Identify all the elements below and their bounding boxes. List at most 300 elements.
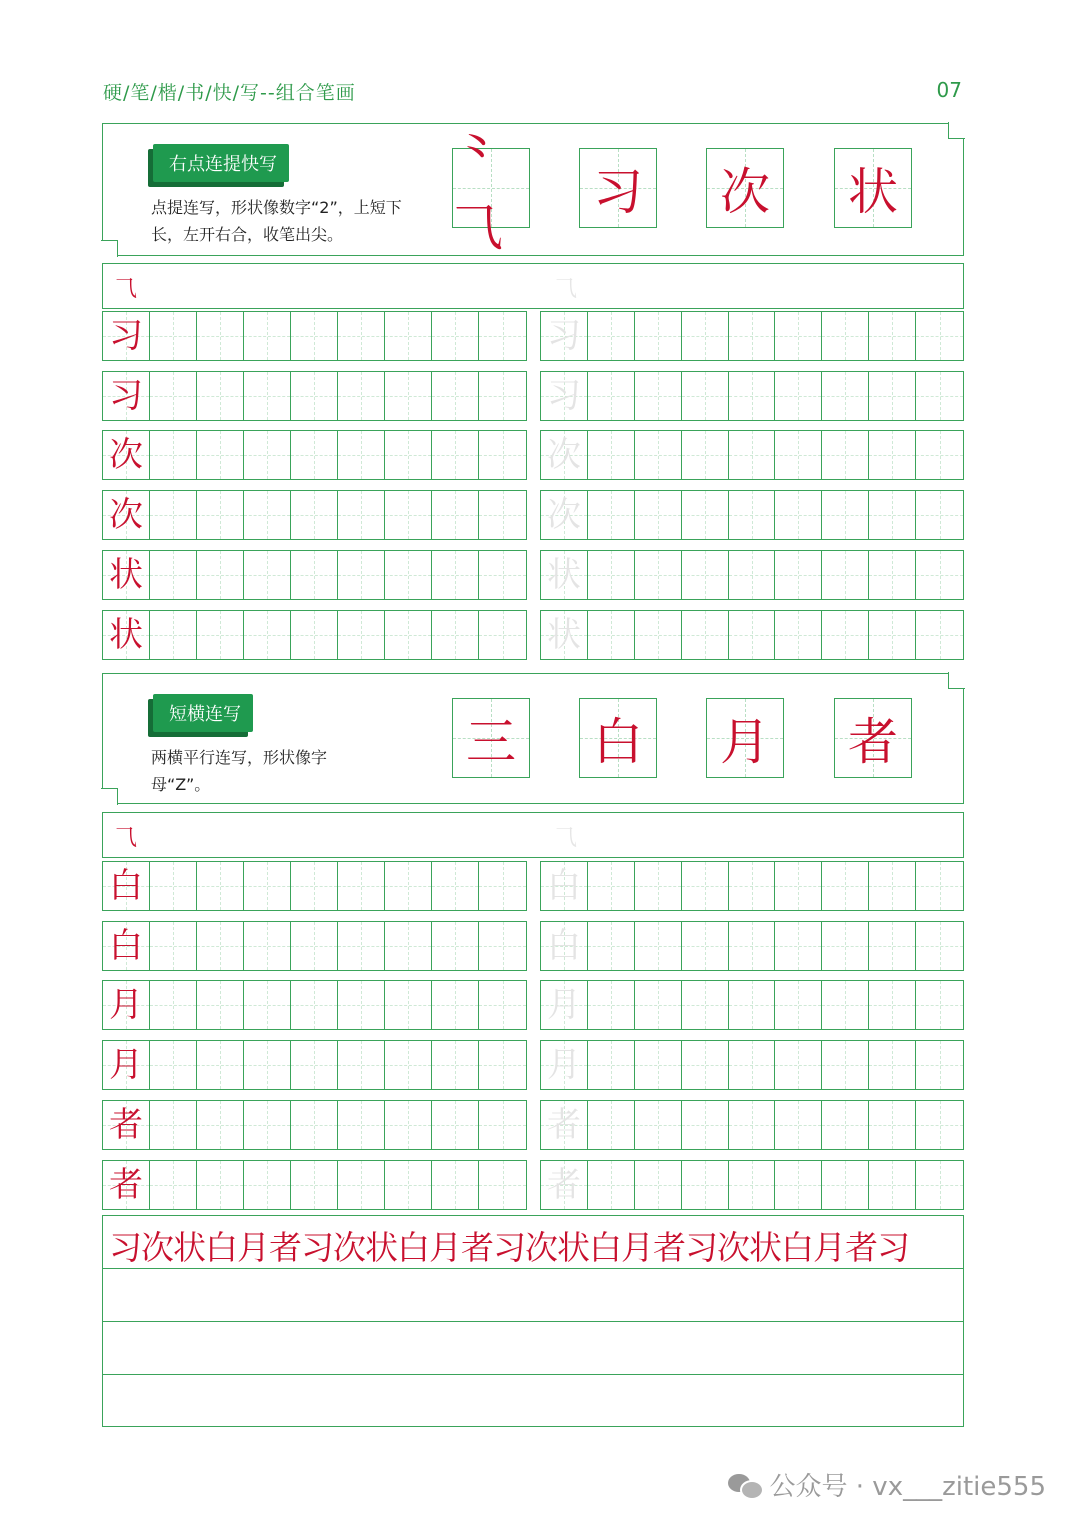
- practice-cell[interactable]: [541, 981, 588, 1029]
- practice-cell[interactable]: [682, 922, 729, 970]
- practice-cell[interactable]: [244, 312, 291, 360]
- practice-cell[interactable]: [775, 431, 822, 479]
- practice-cell[interactable]: [775, 922, 822, 970]
- practice-cell[interactable]: [338, 372, 385, 420]
- practice-grid-row[interactable]: [540, 921, 964, 971]
- practice-cell[interactable]: [916, 491, 963, 539]
- practice-cell[interactable]: [197, 551, 244, 599]
- practice-cell[interactable]: [729, 1041, 776, 1089]
- practice-cell[interactable]: [775, 491, 822, 539]
- practice-cell[interactable]: [541, 1101, 588, 1149]
- practice-cell[interactable]: [775, 312, 822, 360]
- practice-cell[interactable]: [103, 922, 150, 970]
- copy-example-text: 习次状白月者习次状白月者习次状白月者习次状白月者习: [109, 1228, 909, 1267]
- practice-cell[interactable]: [385, 551, 432, 599]
- practice-cell[interactable]: [244, 1101, 291, 1149]
- practice-cell[interactable]: [103, 611, 150, 659]
- practice-cell[interactable]: [822, 551, 869, 599]
- stroke-label-ghost: ⺄: [555, 826, 578, 851]
- practice-cell[interactable]: [869, 551, 916, 599]
- trace-char: 习: [546, 316, 581, 356]
- stroke-practice-row[interactable]: [102, 812, 964, 858]
- practice-cell[interactable]: [729, 862, 776, 910]
- trace-char: 状: [546, 555, 581, 595]
- fold-corner-decoration: [101, 240, 118, 257]
- practice-grid-row[interactable]: [540, 430, 964, 480]
- practice-cell[interactable]: [775, 372, 822, 420]
- practice-cell[interactable]: [197, 862, 244, 910]
- practice-cell[interactable]: [385, 922, 432, 970]
- practice-cell[interactable]: [197, 431, 244, 479]
- practice-cell[interactable]: [291, 431, 338, 479]
- practice-cell[interactable]: [150, 611, 197, 659]
- sample-char: 习: [593, 163, 643, 221]
- practice-cell[interactable]: [635, 1041, 682, 1089]
- practice-cell[interactable]: [197, 1101, 244, 1149]
- practice-cell[interactable]: [385, 312, 432, 360]
- practice-cell[interactable]: [291, 551, 338, 599]
- practice-cell[interactable]: [150, 312, 197, 360]
- practice-grid-row[interactable]: [102, 980, 527, 1030]
- practice-cell[interactable]: [432, 551, 479, 599]
- practice-cell[interactable]: [385, 431, 432, 479]
- section-2-badge: 短横连写: [153, 694, 253, 732]
- practice-cell[interactable]: [916, 372, 963, 420]
- practice-cell[interactable]: [479, 491, 526, 539]
- practice-cell[interactable]: [775, 551, 822, 599]
- practice-cell[interactable]: [338, 862, 385, 910]
- practice-cell[interactable]: [588, 1101, 635, 1149]
- practice-cell[interactable]: [150, 431, 197, 479]
- wechat-icon: [728, 1472, 762, 1498]
- fold-corner-decoration: [948, 672, 965, 689]
- sample-char-box: [579, 148, 657, 228]
- practice-cell[interactable]: [244, 491, 291, 539]
- practice-grid-row[interactable]: [102, 1160, 527, 1210]
- practice-cell[interactable]: [291, 922, 338, 970]
- practice-cell[interactable]: [150, 372, 197, 420]
- practice-cell[interactable]: [916, 611, 963, 659]
- practice-cell[interactable]: [150, 1101, 197, 1149]
- practice-cell[interactable]: [291, 491, 338, 539]
- practice-cell[interactable]: [150, 491, 197, 539]
- practice-cell[interactable]: [775, 611, 822, 659]
- model-char: 状: [109, 615, 143, 655]
- practice-cell[interactable]: [103, 491, 150, 539]
- practice-cell[interactable]: [541, 431, 588, 479]
- practice-cell[interactable]: [432, 491, 479, 539]
- practice-grid-row[interactable]: [540, 1100, 964, 1150]
- practice-cell[interactable]: [338, 611, 385, 659]
- sample-char-box: [579, 698, 657, 778]
- practice-cell[interactable]: [635, 862, 682, 910]
- practice-cell[interactable]: [103, 551, 150, 599]
- practice-cell[interactable]: [197, 611, 244, 659]
- practice-grid-row[interactable]: [540, 371, 964, 421]
- practice-cell[interactable]: [775, 981, 822, 1029]
- practice-cell[interactable]: [869, 312, 916, 360]
- practice-cell[interactable]: [729, 1161, 776, 1209]
- practice-cell[interactable]: [103, 1041, 150, 1089]
- practice-cell[interactable]: [822, 491, 869, 539]
- practice-cell[interactable]: [916, 312, 963, 360]
- practice-cell[interactable]: [541, 312, 588, 360]
- practice-cell[interactable]: [682, 372, 729, 420]
- trace-char: 月: [546, 1045, 581, 1085]
- practice-cell[interactable]: [338, 1161, 385, 1209]
- sample-char-box: [706, 698, 784, 778]
- practice-cell[interactable]: [432, 372, 479, 420]
- practice-cell[interactable]: [479, 372, 526, 420]
- free-copy-area: [102, 1215, 964, 1427]
- practice-cell[interactable]: [682, 312, 729, 360]
- practice-cell[interactable]: [541, 551, 588, 599]
- practice-cell[interactable]: [635, 551, 682, 599]
- model-char: 月: [109, 985, 143, 1025]
- practice-cell[interactable]: [150, 551, 197, 599]
- practice-cell[interactable]: [197, 922, 244, 970]
- practice-cell[interactable]: [103, 431, 150, 479]
- practice-cell[interactable]: [385, 611, 432, 659]
- practice-cell[interactable]: [291, 1161, 338, 1209]
- sample-char-box: [834, 148, 912, 228]
- practice-cell[interactable]: [479, 431, 526, 479]
- practice-grid-row[interactable]: [102, 861, 527, 911]
- practice-cell[interactable]: [635, 1101, 682, 1149]
- practice-cell[interactable]: [385, 981, 432, 1029]
- sample-char-box: [452, 698, 530, 778]
- practice-cell[interactable]: [541, 862, 588, 910]
- practice-cell[interactable]: [822, 372, 869, 420]
- trace-char: 白: [546, 866, 581, 906]
- practice-cell[interactable]: [822, 312, 869, 360]
- practice-cell[interactable]: [775, 1041, 822, 1089]
- practice-cell[interactable]: [588, 491, 635, 539]
- practice-cell[interactable]: [432, 922, 479, 970]
- practice-cell[interactable]: [150, 981, 197, 1029]
- practice-cell[interactable]: [588, 862, 635, 910]
- page-number: 07: [936, 78, 962, 102]
- practice-cell[interactable]: [150, 922, 197, 970]
- practice-cell[interactable]: [541, 611, 588, 659]
- practice-cell[interactable]: [729, 1101, 776, 1149]
- practice-cell[interactable]: [682, 1161, 729, 1209]
- practice-grid-row[interactable]: [540, 1160, 964, 1210]
- practice-cell[interactable]: [635, 1161, 682, 1209]
- sample-char: 次: [720, 163, 770, 221]
- practice-cell[interactable]: [432, 1041, 479, 1089]
- practice-cell[interactable]: [588, 611, 635, 659]
- practice-cell[interactable]: [150, 862, 197, 910]
- practice-cell[interactable]: [244, 611, 291, 659]
- practice-cell[interactable]: [103, 862, 150, 910]
- practice-cell[interactable]: [338, 1041, 385, 1089]
- practice-cell[interactable]: [729, 372, 776, 420]
- model-char: 白: [109, 866, 143, 906]
- practice-cell[interactable]: [244, 1161, 291, 1209]
- practice-cell[interactable]: [541, 491, 588, 539]
- practice-cell[interactable]: [682, 491, 729, 539]
- sample-char: ⺀⺄: [453, 127, 503, 257]
- practice-grid-row[interactable]: [102, 490, 527, 540]
- practice-cell[interactable]: [479, 1161, 526, 1209]
- practice-cell[interactable]: [338, 1101, 385, 1149]
- practice-cell[interactable]: [682, 431, 729, 479]
- practice-cell[interactable]: [291, 1101, 338, 1149]
- section-1-panel: [102, 123, 964, 256]
- practice-cell[interactable]: [432, 862, 479, 910]
- practice-cell[interactable]: [682, 1101, 729, 1149]
- practice-cell[interactable]: [338, 981, 385, 1029]
- practice-cell[interactable]: [588, 372, 635, 420]
- practice-cell[interactable]: [291, 862, 338, 910]
- trace-char: 习: [546, 376, 581, 416]
- practice-cell[interactable]: [197, 981, 244, 1029]
- model-char: 月: [109, 1045, 143, 1085]
- watermark: [728, 1466, 1046, 1503]
- practice-cell[interactable]: [682, 1041, 729, 1089]
- practice-cell[interactable]: [869, 372, 916, 420]
- practice-cell[interactable]: [775, 1101, 822, 1149]
- stroke-label: ⺄: [115, 277, 138, 302]
- practice-cell[interactable]: [916, 922, 963, 970]
- practice-cell[interactable]: [150, 1161, 197, 1209]
- practice-cell[interactable]: [338, 312, 385, 360]
- practice-grid-row[interactable]: [102, 311, 527, 361]
- practice-cell[interactable]: [916, 1101, 963, 1149]
- practice-cell[interactable]: [291, 981, 338, 1029]
- fold-corner-decoration: [101, 788, 118, 805]
- practice-grid-row[interactable]: [102, 550, 527, 600]
- sample-char: 者: [848, 713, 898, 771]
- copy-line-example[interactable]: [103, 1216, 963, 1269]
- practice-cell[interactable]: [682, 551, 729, 599]
- practice-cell[interactable]: [103, 372, 150, 420]
- practice-cell[interactable]: [338, 551, 385, 599]
- practice-cell[interactable]: [869, 862, 916, 910]
- practice-grid-row[interactable]: [102, 610, 527, 660]
- practice-grid-row[interactable]: [102, 430, 527, 480]
- section-2-panel: [102, 673, 964, 804]
- model-char: 习: [109, 316, 143, 356]
- practice-cell[interactable]: [244, 372, 291, 420]
- practice-cell[interactable]: [541, 922, 588, 970]
- practice-cell[interactable]: [916, 981, 963, 1029]
- practice-cell[interactable]: [822, 981, 869, 1029]
- practice-grid-row[interactable]: [102, 1100, 527, 1150]
- sample-char-box: [452, 127, 530, 257]
- practice-cell[interactable]: [432, 431, 479, 479]
- practice-cell[interactable]: [479, 862, 526, 910]
- practice-cell[interactable]: [385, 1101, 432, 1149]
- practice-cell[interactable]: [150, 1041, 197, 1089]
- practice-cell[interactable]: [291, 1041, 338, 1089]
- stroke-label-ghost: ⺄: [555, 277, 578, 302]
- sample-char: 白: [593, 713, 643, 771]
- practice-cell[interactable]: [588, 431, 635, 479]
- trace-char: 月: [546, 985, 581, 1025]
- practice-cell[interactable]: [682, 611, 729, 659]
- page-header-title: 硬/笔/楷/书/快/写--组合笔画: [103, 82, 356, 104]
- practice-cell[interactable]: [385, 491, 432, 539]
- practice-cell[interactable]: [479, 551, 526, 599]
- practice-grid-row[interactable]: [540, 490, 964, 540]
- practice-cell[interactable]: [916, 551, 963, 599]
- practice-cell[interactable]: [244, 981, 291, 1029]
- practice-cell[interactable]: [822, 431, 869, 479]
- practice-cell[interactable]: [822, 1101, 869, 1149]
- practice-cell[interactable]: [197, 491, 244, 539]
- practice-grid-row[interactable]: [540, 861, 964, 911]
- practice-cell[interactable]: [916, 1041, 963, 1089]
- practice-cell[interactable]: [729, 922, 776, 970]
- practice-cell[interactable]: [541, 1161, 588, 1209]
- practice-cell[interactable]: [244, 431, 291, 479]
- practice-grid-row[interactable]: [540, 980, 964, 1030]
- practice-cell[interactable]: [479, 981, 526, 1029]
- practice-cell[interactable]: [869, 1101, 916, 1149]
- practice-cell[interactable]: [635, 431, 682, 479]
- practice-cell[interactable]: [588, 1161, 635, 1209]
- practice-cell[interactable]: [588, 312, 635, 360]
- sample-char-box: [834, 698, 912, 778]
- practice-cell[interactable]: [916, 862, 963, 910]
- stroke-label: ⺄: [115, 826, 138, 851]
- practice-cell[interactable]: [385, 862, 432, 910]
- practice-cell[interactable]: [916, 1161, 963, 1209]
- practice-cell[interactable]: [729, 981, 776, 1029]
- practice-cell[interactable]: [729, 611, 776, 659]
- practice-cell[interactable]: [385, 372, 432, 420]
- practice-cell[interactable]: [869, 1161, 916, 1209]
- practice-cell[interactable]: [588, 981, 635, 1029]
- trace-char: 者: [546, 1105, 581, 1145]
- practice-cell[interactable]: [869, 1041, 916, 1089]
- practice-cell[interactable]: [432, 611, 479, 659]
- fold-corner-decoration: [948, 122, 965, 139]
- practice-grid-row[interactable]: [540, 610, 964, 660]
- practice-cell[interactable]: [432, 1101, 479, 1149]
- practice-cell[interactable]: [432, 312, 479, 360]
- practice-cell[interactable]: [729, 431, 776, 479]
- practice-cell[interactable]: [822, 862, 869, 910]
- practice-grid-row[interactable]: [540, 311, 964, 361]
- practice-cell[interactable]: [103, 312, 150, 360]
- practice-cell[interactable]: [869, 922, 916, 970]
- practice-cell[interactable]: [479, 1101, 526, 1149]
- practice-cell[interactable]: [822, 922, 869, 970]
- practice-cell[interactable]: [479, 922, 526, 970]
- trace-char: 者: [546, 1165, 581, 1205]
- practice-cell[interactable]: [479, 611, 526, 659]
- practice-cell[interactable]: [729, 491, 776, 539]
- practice-cell[interactable]: [197, 372, 244, 420]
- trace-char: 次: [546, 495, 581, 535]
- practice-grid-row[interactable]: [102, 1040, 527, 1090]
- copy-line-blank[interactable]: [103, 1322, 963, 1375]
- practice-cell[interactable]: [635, 922, 682, 970]
- practice-cell[interactable]: [432, 981, 479, 1029]
- practice-cell[interactable]: [635, 491, 682, 539]
- practice-cell[interactable]: [682, 862, 729, 910]
- sample-char: 月: [720, 713, 770, 771]
- practice-cell[interactable]: [197, 312, 244, 360]
- practice-cell[interactable]: [869, 491, 916, 539]
- practice-cell[interactable]: [588, 1041, 635, 1089]
- practice-cell[interactable]: [291, 312, 338, 360]
- section-1-description: 点提连写，形状像数字“2”，上短下长，左开右合，收笔出尖。: [151, 198, 402, 244]
- watermark-text: 公众号 · vx___zitie555: [769, 1472, 1046, 1502]
- trace-char: 白: [546, 926, 581, 966]
- practice-cell[interactable]: [916, 431, 963, 479]
- practice-cell[interactable]: [635, 611, 682, 659]
- model-char: 习: [109, 376, 143, 416]
- practice-cell[interactable]: [103, 1161, 150, 1209]
- practice-cell[interactable]: [197, 1041, 244, 1089]
- copy-line-blank[interactable]: [103, 1269, 963, 1322]
- practice-cell[interactable]: [775, 1161, 822, 1209]
- stroke-practice-row[interactable]: [102, 263, 964, 309]
- model-char: 白: [109, 926, 143, 966]
- practice-cell[interactable]: [729, 551, 776, 599]
- practice-cell[interactable]: [588, 922, 635, 970]
- practice-cell[interactable]: [588, 551, 635, 599]
- practice-cell[interactable]: [291, 611, 338, 659]
- practice-cell[interactable]: [385, 1161, 432, 1209]
- practice-cell[interactable]: [822, 611, 869, 659]
- practice-cell[interactable]: [682, 981, 729, 1029]
- practice-cell[interactable]: [385, 1041, 432, 1089]
- practice-cell[interactable]: [822, 1161, 869, 1209]
- practice-cell[interactable]: [244, 922, 291, 970]
- practice-grid-row[interactable]: [540, 550, 964, 600]
- practice-cell[interactable]: [869, 981, 916, 1029]
- practice-cell[interactable]: [338, 491, 385, 539]
- practice-cell[interactable]: [541, 1041, 588, 1089]
- practice-cell[interactable]: [869, 431, 916, 479]
- practice-cell[interactable]: [479, 1041, 526, 1089]
- practice-cell[interactable]: [635, 312, 682, 360]
- practice-cell[interactable]: [338, 922, 385, 970]
- practice-grid-row[interactable]: [102, 371, 527, 421]
- practice-cell[interactable]: [729, 312, 776, 360]
- practice-cell[interactable]: [197, 1161, 244, 1209]
- practice-cell[interactable]: [479, 312, 526, 360]
- practice-cell[interactable]: [103, 1101, 150, 1149]
- practice-cell[interactable]: [541, 372, 588, 420]
- practice-cell[interactable]: [635, 372, 682, 420]
- practice-cell[interactable]: [869, 611, 916, 659]
- practice-cell[interactable]: [822, 1041, 869, 1089]
- practice-cell[interactable]: [103, 981, 150, 1029]
- practice-cell[interactable]: [338, 431, 385, 479]
- practice-cell[interactable]: [244, 551, 291, 599]
- section-1-badge: 右点连提快写: [153, 144, 289, 182]
- sample-char: 三: [466, 713, 516, 771]
- practice-cell[interactable]: [432, 1161, 479, 1209]
- practice-cell[interactable]: [635, 981, 682, 1029]
- copy-line-blank[interactable]: [103, 1375, 963, 1428]
- practice-cell[interactable]: [775, 862, 822, 910]
- practice-cell[interactable]: [244, 1041, 291, 1089]
- practice-cell[interactable]: [291, 372, 338, 420]
- practice-grid-row[interactable]: [102, 921, 527, 971]
- practice-grid-row[interactable]: [540, 1040, 964, 1090]
- practice-cell[interactable]: [244, 862, 291, 910]
- trace-char: 次: [546, 435, 581, 475]
- sample-char-box: [706, 148, 784, 228]
- trace-char: 状: [546, 615, 581, 655]
